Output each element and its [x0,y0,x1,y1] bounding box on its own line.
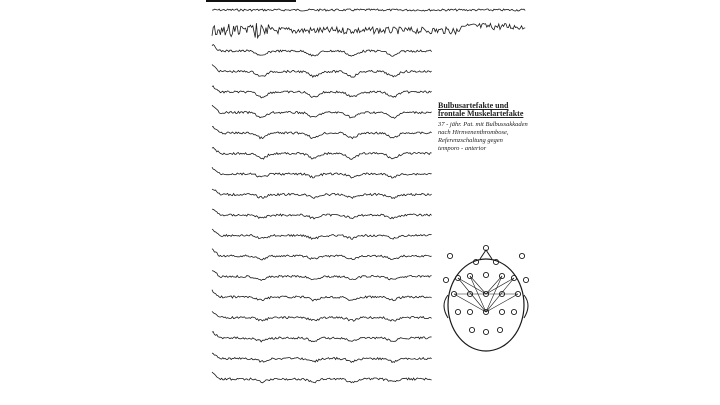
eeg-page [204,0,534,405]
caption-desc-line4: temporo - anterior [438,145,487,152]
reference-line [486,278,514,312]
eeg-channel-trace [212,332,432,342]
caption-title-line2: frontale Muskelartefakte [438,109,524,118]
eeg-channel-trace [212,147,432,159]
eeg-channel-trace [212,86,432,98]
caption-title-line1: Bulbusartefakte und [438,101,509,110]
eeg-channel-trace [212,311,432,321]
left-ear-outline [444,295,448,318]
eeg-channel-trace [212,189,432,198]
electrode-marker [511,309,516,314]
right-ear-outline [524,295,528,318]
electrode-montage-diagram [436,240,536,360]
electrode-marker [519,253,524,258]
caption-description [438,121,548,153]
eeg-channel-trace [212,229,432,239]
eeg-channel-trace [212,249,432,260]
eeg-channel-trace [212,105,432,118]
caption-desc-line1: 37 - jähr. Pat. mit Bulbussakkaden [438,121,528,128]
electrode-marker [483,329,488,334]
electrode-marker [467,309,472,314]
eeg-channel-trace [212,45,432,57]
electrode-marker [483,272,488,277]
eeg-channel-trace [212,372,432,383]
eeg-channel-trace [212,290,432,301]
eeg-channel-trace [212,353,432,363]
electrode-marker [447,253,452,258]
eeg-channel-trace [212,127,432,139]
electrode-marker [443,277,448,282]
electrode-marker [497,327,502,332]
eeg-channel-trace [212,167,432,178]
reference-line [486,276,502,294]
reference-line [470,276,486,294]
caption-desc-line2: nach Hirnvenenthrombose, [438,129,509,136]
reference-line [458,278,486,312]
electrode-marker [469,327,474,332]
nose-outline [480,250,492,259]
eeg-channel-trace [212,209,432,219]
figure-caption [438,102,548,153]
electrode-marker [523,277,528,282]
electrode-marker [499,309,504,314]
caption-desc-line3: Referenzschaltung gegen [438,137,503,144]
eeg-channel-trace [212,23,525,38]
eeg-channel-trace [212,65,432,78]
electrode-marker [455,309,460,314]
eeg-channel-trace [212,9,525,11]
eeg-channel-trace [212,271,432,281]
top-rule [206,0,296,2]
